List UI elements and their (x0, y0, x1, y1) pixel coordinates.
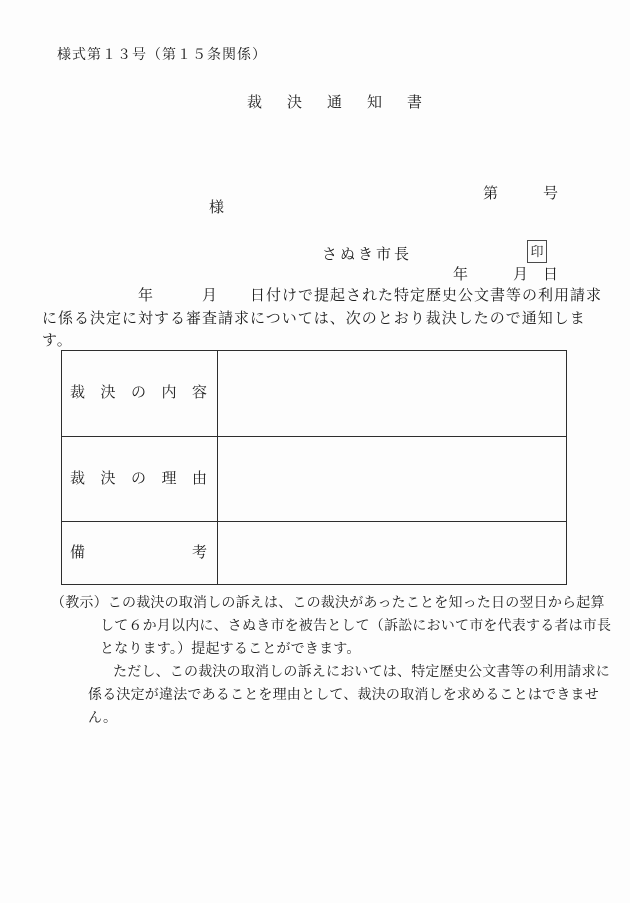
table-row-remarks (62, 522, 567, 585)
decision-content-label: 裁 決 の 内 容 (70, 385, 207, 401)
notice-line: ただし、この裁決の取消しの訴えにおいては、特定歴史公文書等の利用請求に (113, 665, 610, 680)
issue-date-blank: 年 月 日 (452, 267, 558, 283)
decision-reason-value (218, 437, 567, 522)
remarks-label: 備 考 (70, 544, 207, 561)
body-line: す。 (42, 333, 73, 349)
body-line: 年 月 日付けで提起された特定歴史公文書等の利用請求 (42, 288, 603, 304)
decision-content-value (218, 351, 567, 437)
ref-number-blank: 第 号 (482, 186, 558, 202)
seal-stamp-label: 印 (530, 244, 544, 259)
decision-table (61, 350, 567, 585)
table-row-decision-content (62, 351, 567, 437)
decision-content-label-cell (62, 351, 218, 437)
appeal-notice (51, 592, 612, 730)
form-number: 様式第１３号（第１５条関係） (57, 48, 267, 63)
body-paragraph (42, 285, 608, 353)
table-row-decision-reason (62, 437, 567, 522)
decision-reason-label-cell (62, 437, 218, 522)
seal-stamp-box (527, 240, 547, 263)
sender-title: さぬき市長 (322, 247, 413, 263)
decision-reason-label: 裁 決 の 理 由 (70, 470, 207, 487)
document-title: 裁決通知書 (247, 95, 448, 111)
notice-line: ん。 (88, 711, 118, 726)
remarks-label-cell (62, 522, 218, 585)
notice-line: して６か月以内に、さぬき市を被告として（訴訟において市を代表する者は市長 (100, 619, 612, 634)
notice-line: （教示）この裁決の取消しの訴えは、この裁決があったことを知った日の翌日から起算 (51, 596, 605, 611)
remarks-value (218, 522, 567, 585)
addressee-honorific: 様 (209, 200, 225, 216)
notice-line: 係る決定が違法であることを理由として、裁決の取消しを求めることはできませ (88, 688, 599, 703)
notice-line: となります。）提起することができます。 (100, 642, 361, 657)
body-line: に係る決定に対する審査請求については、次のとおり裁決したので通知しま (42, 310, 586, 327)
